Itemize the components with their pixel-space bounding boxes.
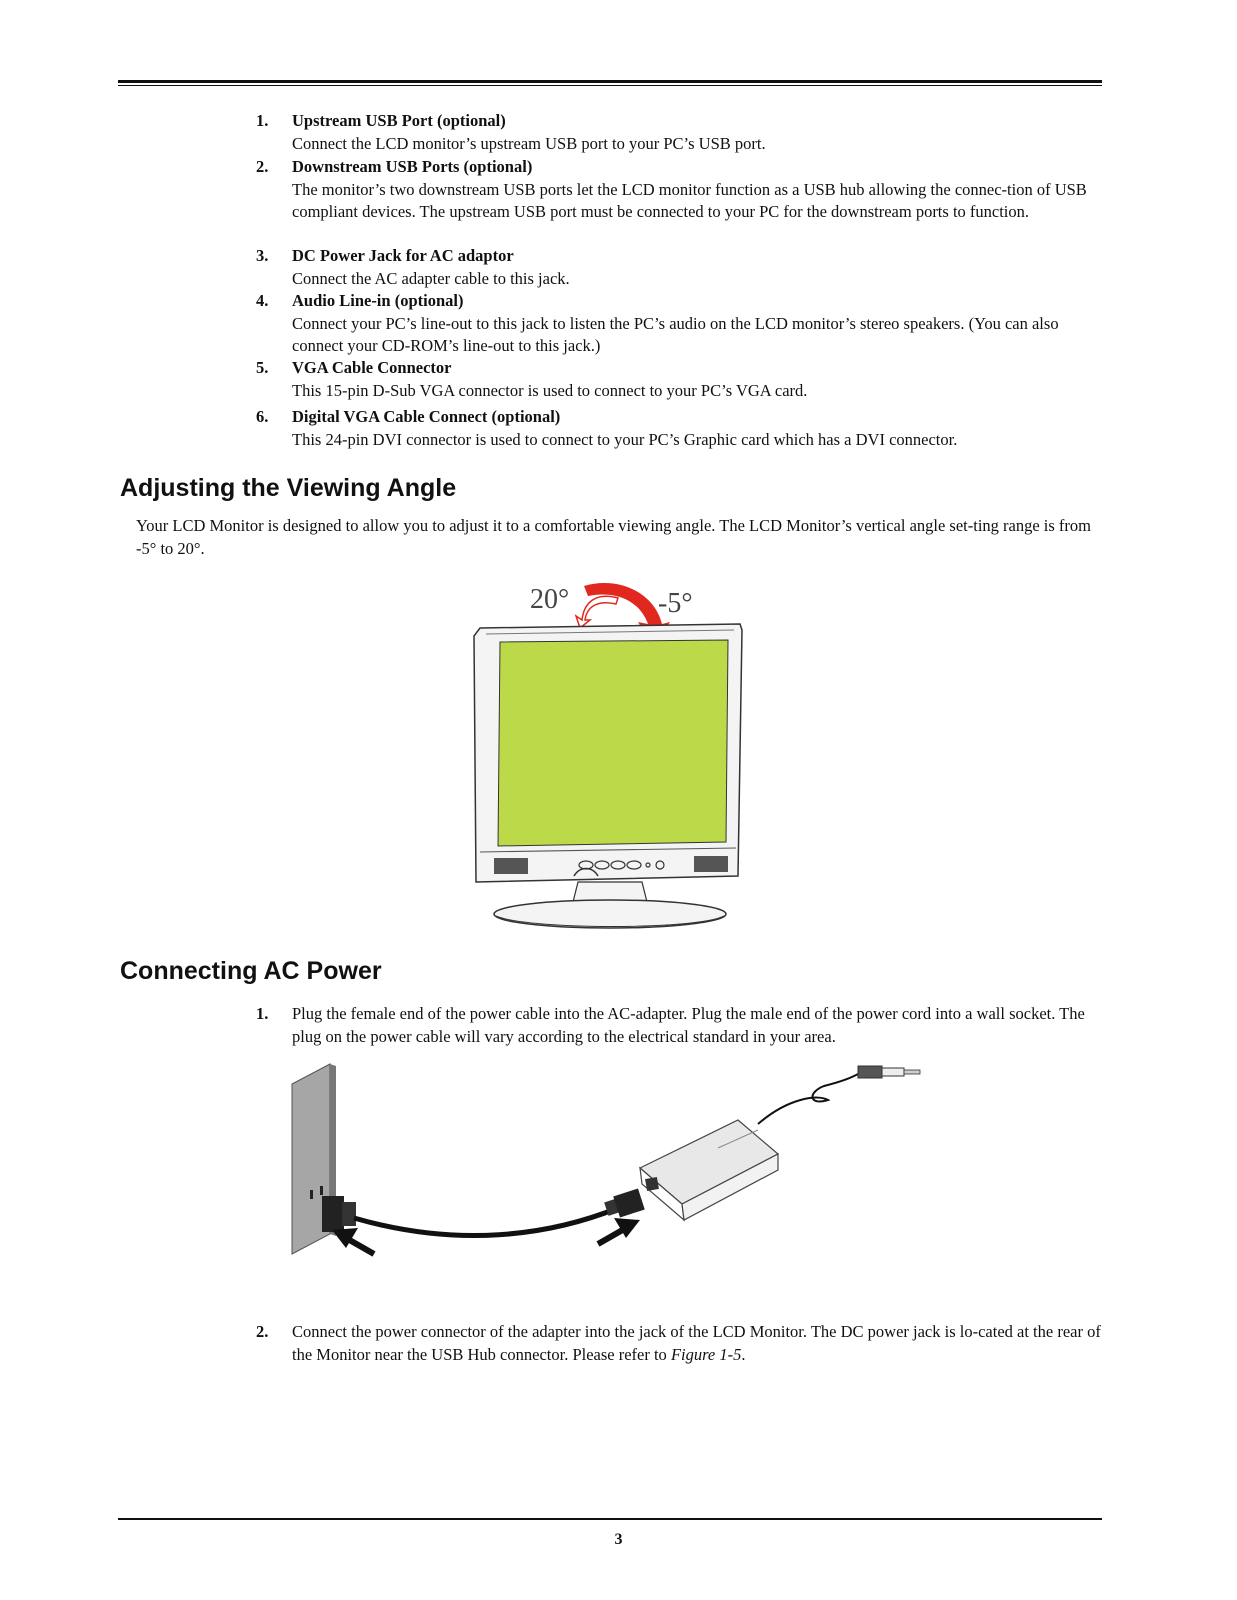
step-text (292, 1321, 1106, 1366)
monitor-screen (498, 640, 728, 846)
item-number: 2. (256, 157, 269, 176)
bottom-rule (118, 1518, 1102, 1520)
step-text: Plug the female end of the power cable into the AC-adapter. Plug the male end of the power cord into a wall socket. The plug on the power cable will vary according to the electrical standard in your area. (292, 1004, 1085, 1046)
item-title: Audio Line-in (optional) (292, 291, 464, 310)
list-item (256, 245, 1106, 290)
item-number: 5. (256, 358, 269, 377)
power-cable (354, 1208, 618, 1236)
angle-up-label: 20° (530, 584, 570, 615)
item-title: DC Power Jack for AC adaptor (292, 246, 514, 265)
top-rule-thick (118, 80, 1102, 83)
monitor-tilt-figure (468, 576, 748, 932)
list-item (256, 1003, 1106, 1048)
item-text: Connect your PC’s line-out to this jack to listen the PC’s audio on the LCD monitor’s stereo speakers. (You can also connect your CD-ROM’s line-out to this jack.) (292, 313, 1059, 355)
list-item (256, 1321, 1106, 1366)
arrow-to-adapter-icon (598, 1218, 640, 1244)
list-item (256, 156, 1106, 224)
section-heading-ac-power: Connecting AC Power (120, 957, 382, 985)
monitor-stand-base (494, 900, 726, 928)
item-number: 6. (256, 407, 269, 426)
item-title: Upstream USB Port (optional) (292, 111, 506, 130)
step-text-body: Connect the power connector of the adapter into the jack of the LCD Monitor. The DC power jack is lo-cated at the rear of the Monitor near the USB Hub connector. Please refer to (292, 1322, 1101, 1364)
dc-connector-icon (858, 1066, 920, 1078)
item-text: Connect the LCD monitor’s upstream USB port to your PC’s USB port. (292, 133, 766, 153)
list-item (256, 406, 1106, 451)
item-title: Digital VGA Cable Connect (optional) (292, 407, 561, 426)
section-heading-viewing-angle: Adjusting the Viewing Angle (120, 474, 457, 502)
right-speaker-grill (694, 856, 728, 872)
top-rule-thin (118, 85, 1102, 86)
step-number: 2. (256, 1322, 269, 1341)
wall-plug-icon (322, 1196, 356, 1232)
item-number: 3. (256, 246, 269, 265)
viewing-angle-paragraph: Your LCD Monitor is designed to allow you to adjust it to a comfortable viewing angle. The LCD Monitor’s vertical angle set-ting range is from -5° to 20°. (136, 516, 1092, 558)
item-text: Connect the AC adapter cable to this jack. (292, 268, 570, 288)
left-speaker-grill (494, 858, 528, 874)
list-item (256, 290, 1106, 358)
item-text: The monitor’s two downstream USB ports let the LCD monitor function as a USB hub allowing the connec-tion of USB compliant devices. The upstream USB port must be connected to your PC for the downstream ports to function. (292, 179, 1087, 221)
list-item (256, 357, 1106, 402)
figure-reference: Figure 1-5 (670, 1344, 742, 1364)
item-text: This 15-pin D-Sub VGA connector is used to connect to your PC’s VGA card. (292, 380, 808, 400)
step-number: 1. (256, 1004, 269, 1023)
tilt-up-arrow-icon (576, 596, 618, 628)
item-number: 4. (256, 291, 269, 310)
adapter-plug-icon (604, 1189, 645, 1218)
item-text: This 24-pin DVI connector is used to connect to your PC’s Graphic card which has a DVI connector. (292, 429, 958, 449)
item-title: Downstream USB Ports (optional) (292, 157, 533, 176)
item-number: 1. (256, 111, 269, 130)
step-text-end: . (741, 1344, 746, 1364)
dc-output-cable (758, 1072, 862, 1124)
list-item (256, 110, 1106, 155)
ac-adapter (640, 1120, 778, 1220)
angle-down-label: -5° (658, 588, 693, 619)
page-number: 3 (614, 1531, 623, 1548)
ac-power-figure (288, 1058, 938, 1268)
item-title: VGA Cable Connector (292, 358, 452, 377)
arrow-to-socket-icon (332, 1228, 374, 1254)
